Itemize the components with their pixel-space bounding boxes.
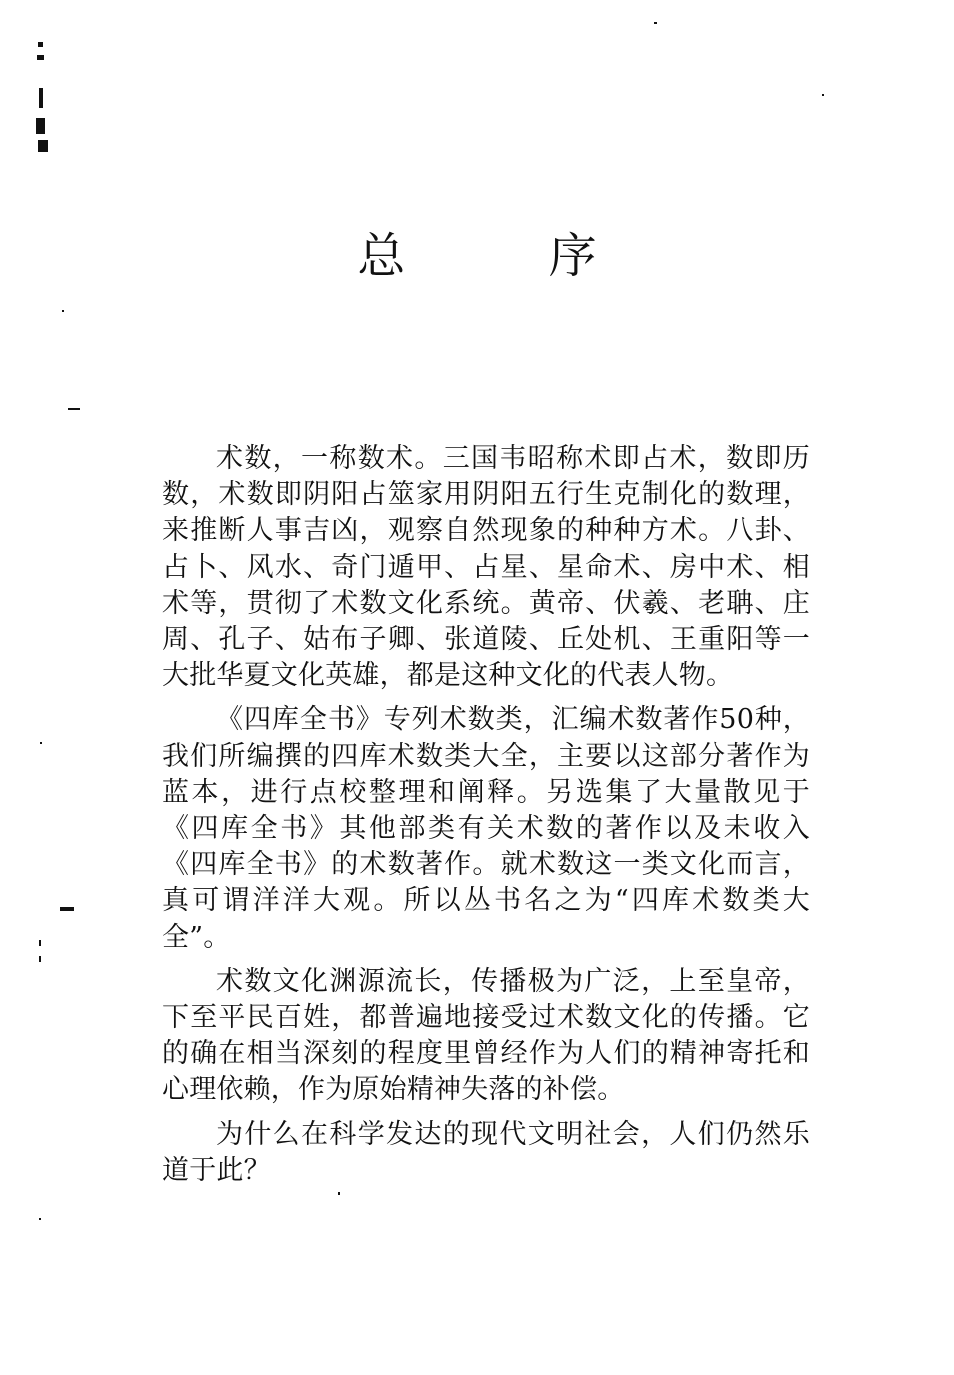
scan-speck (68, 408, 80, 410)
scan-speck (654, 22, 657, 24)
scan-speck (39, 1218, 41, 1220)
scan-speck (40, 742, 42, 744)
scan-speck (38, 42, 43, 47)
paragraph-1: 术数，一称数术。三国韦昭称术即占术，数即历数，术数即阴阳占筮家用阴阳五行生克制化的数理，来推断人事吉凶，观察自然现象的种种方术。八卦、占卜、风水、奇门遁甲、占星、星命术、房中术、相术等，贯彻了术数文化系统。黄帝、伏羲、老聃、庄周、孔子、姑布子卿、张道陵、丘处机、王重阳等一大批华夏文化英雄，都是这种文化的代表人物。 (162, 443, 810, 692)
scan-speck (37, 55, 44, 60)
scan-speck (62, 310, 64, 312)
body-text (162, 441, 810, 1197)
scan-speck (338, 1192, 340, 1195)
scan-speck (38, 140, 48, 152)
scan-speck (39, 88, 43, 108)
page-title: 总 序 (357, 228, 661, 284)
paragraph-2: 《四库全书》专列术数类，汇编术数著作50种，我们所编撰的四库术数类大全，主要以这部分著作为蓝本，进行点校整理和阐释。另选集了大量散见于《四库全书》其他部类有关术数的著作以及未收入《四库全书》的术数著作。就术数这一类文化而言，真可谓洋洋大观。所以丛书名之为“四库术数类大全”。 (162, 704, 810, 953)
scan-speck (36, 118, 45, 134)
scan-speck (39, 956, 41, 962)
scan-speck (822, 94, 824, 96)
paragraph-3: 术数文化渊源流长，传播极为广泛，上至皇帝，下至平民百姓，都普遍地接受过术数文化的传播。它的确在相当深刻的程度里曾经作为人们的精神寄托和心理依赖，作为原始精神失落的补偿。 (162, 965, 810, 1106)
paragraph-4: 为什么在科学发达的现代文明社会，人们仍然乐道于此？ (162, 1118, 810, 1186)
scan-speck (39, 940, 41, 946)
scan-speck (60, 907, 74, 911)
